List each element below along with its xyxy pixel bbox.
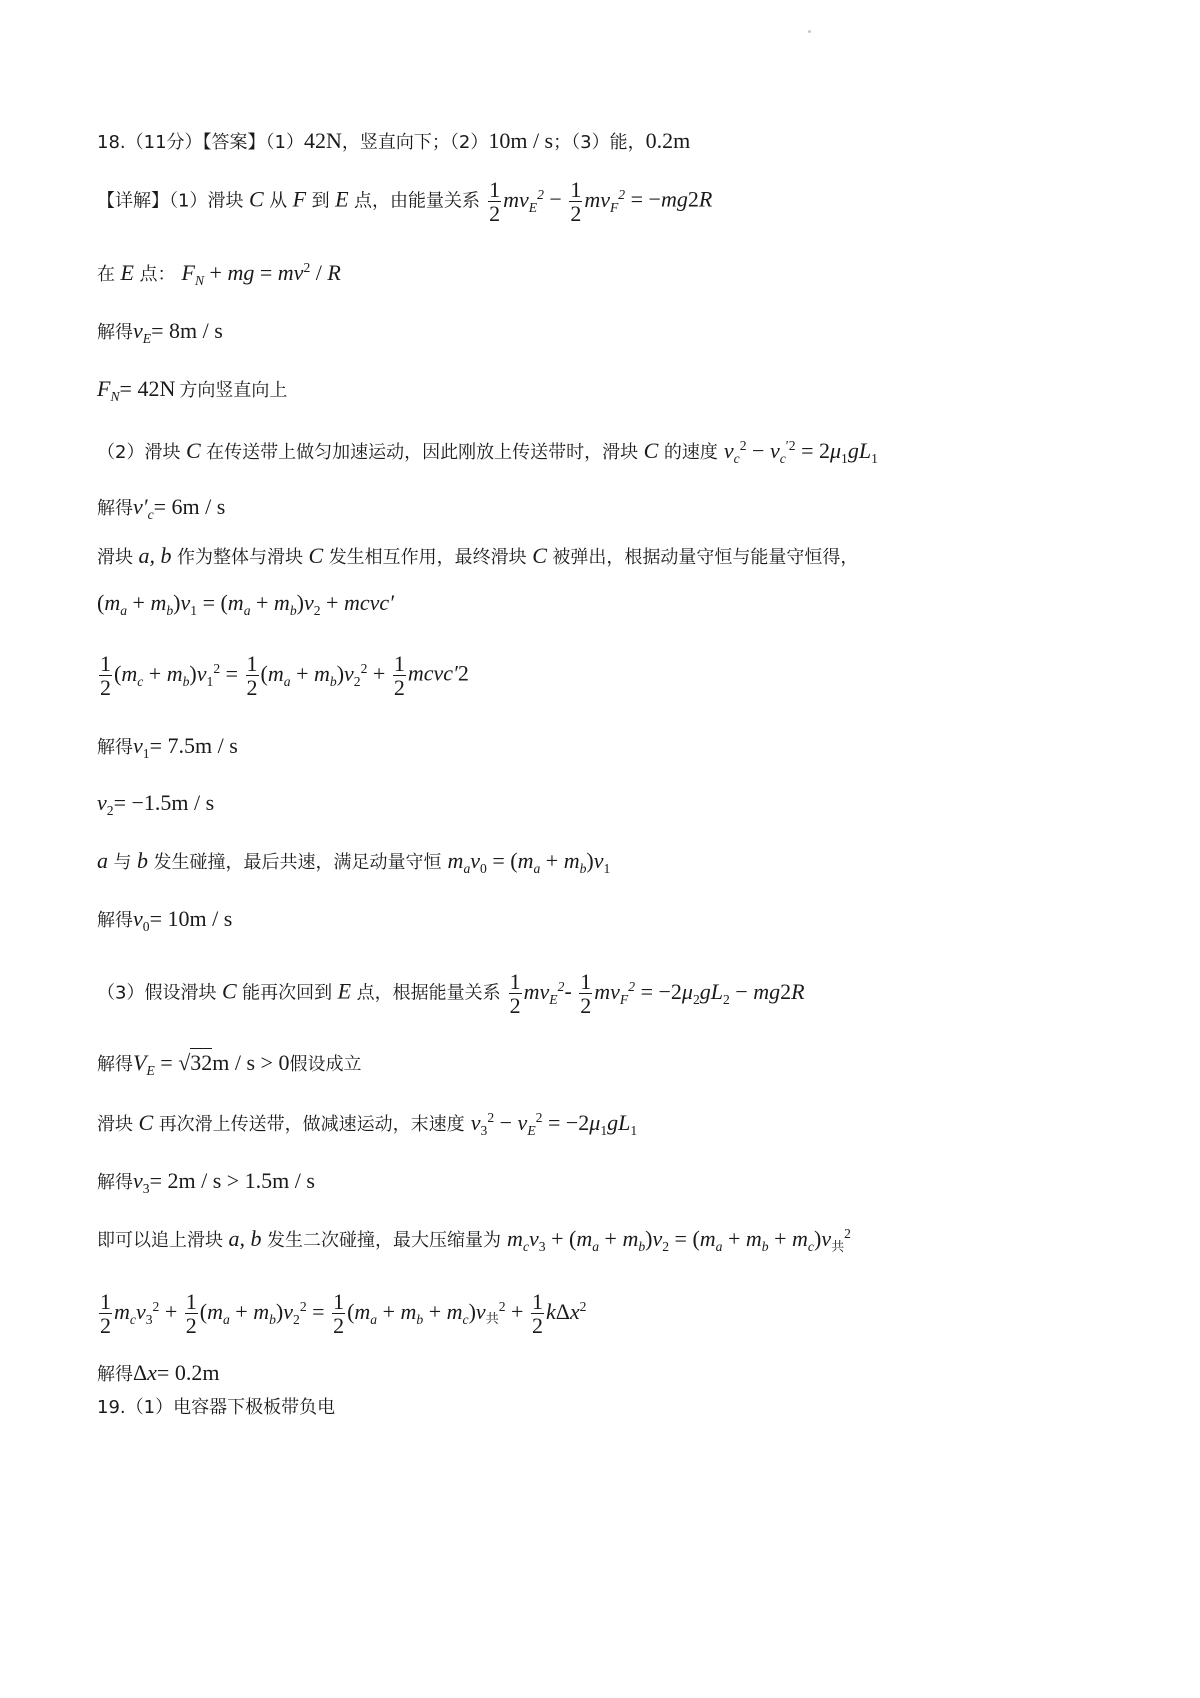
q18-ve-result: 解得$v_E= 8m / s$ xyxy=(97,318,223,346)
q18-again-line: 滑块 C 再次滑上传送带，做减速运动，末速度 $v_3^2 - v_E^2 = -2\mu_1gL_1$ xyxy=(97,1109,638,1138)
fraction-half: $\frac{1}{2}$ xyxy=(489,177,501,227)
fraction-half: $\frac{1}{2}$ xyxy=(185,1289,197,1339)
fraction-half: $\frac{1}{2}$ xyxy=(531,1289,543,1339)
q18-final-energy-equation: $\frac{1}{2}$ $m_cv_3^2$ + $\frac{1}{2}$ $(m_a + m_b)v_2^2$ = $\frac{1}{2}$ $(m_a + m_b + m_c)v_共^2$ + $\frac{1}{2}$ kΔx$^2$ xyxy=(100,1289,587,1339)
q18-v2-result: $v_2= -1.5m / s$ xyxy=(97,790,215,818)
q18-energy-equation: $\frac{1}{2}$ $(m_c + m_b)v_1^2$ = $\frac{1}{2}$ $(m_a + m_b)v_2^2$ + $\frac{1}{2}$ mcvc′2 xyxy=(100,651,469,701)
fraction-half: $\frac{1}{2}$ xyxy=(570,177,582,227)
scan-speck xyxy=(808,30,811,33)
q18-ve-sqrt-result: 解得$V_E = √32m / s > 0$假设成立 xyxy=(97,1050,362,1078)
q18-dx-result: 解得Δx= 0.2m xyxy=(97,1360,220,1385)
q18-vc-result: 解得$v'_c= 6m / s$ xyxy=(97,494,226,522)
fraction-half: $\frac{1}{2}$ xyxy=(246,651,258,701)
fraction-half: $\frac{1}{2}$ xyxy=(393,651,405,701)
fraction-half: $\frac{1}{2}$ xyxy=(100,1289,111,1339)
q18-part3-line: （3）假设滑块 C 能再次回到 E 点，根据能量关系 $\frac{1}{2}$ $mv_E^2-$ $\frac{1}{2}$ $mv_F^2 = -2\mu_2gL_2 - mg2R$ xyxy=(97,969,805,1019)
q18-v0-result: 解得$v_0= 10m / s$ xyxy=(97,906,233,934)
fraction-half: $\frac{1}{2}$ xyxy=(333,1289,345,1339)
q18-catch-line: 即可以追上滑块 a, b 发生二次碰撞，最大压缩量为 $m_cv_3 + (m_a + m_b)v_2 = (m_a + m_b + m_c)v_共^2$ xyxy=(97,1225,851,1255)
q18-ab-interaction-text: 滑块 a, b 作为整体与滑块 C 发生相互作用，最终滑块 C 被弹出，根据动量守恒与能量守恒得， xyxy=(97,543,859,568)
q18-v1-result: 解得$v_1= 7.5m / s$ xyxy=(97,733,238,761)
q19-line: 19.（1）电容器下极板带负电 xyxy=(97,1397,336,1418)
fraction-half: $\frac{1}{2}$ xyxy=(580,969,592,1019)
q18-v3-result: 解得$v_3= 2m / s > 1.5m / s$ xyxy=(97,1168,315,1196)
q18-answer-line: 18.（11分）【答案】（1）42N，竖直向下；（2）10m / s；（3）能，0.2m xyxy=(97,128,691,153)
q18-fn-result: $F_N= 42N$ 方向竖直向上 xyxy=(97,376,288,404)
q18-part2-line: （2）滑块 C 在传送带上做匀加速运动，因此刚放上传送带时，滑块 C 的速度 $v_c^2 - v_c^{'2} = 2\mu_1gL_1$ xyxy=(97,437,878,466)
fraction-half: $\frac{1}{2}$ xyxy=(509,969,521,1019)
q18-momentum-equation: $(m_a + m_b)v_1 = (m_a + m_b)v_2$ + mcvc′ xyxy=(97,590,394,618)
fraction-half: $\frac{1}{2}$ xyxy=(100,651,111,701)
q18-collision-line: a 与 b 发生碰撞，最后共速，满足动量守恒 $m_av_0 = (m_a + m_b)v_1$ xyxy=(97,848,611,876)
q18-e-point-equation: 在 E 点： $F_N$ + mg = $mv^2$ / R xyxy=(97,259,341,288)
q18-detail-part1: 【详解】（1）滑块 C 从 F 到 E 点，由能量关系 $\frac{1}{2}$ $mv_E^2$ − $\frac{1}{2}$ $mv_F^2 = -mg2R$ xyxy=(97,177,713,227)
